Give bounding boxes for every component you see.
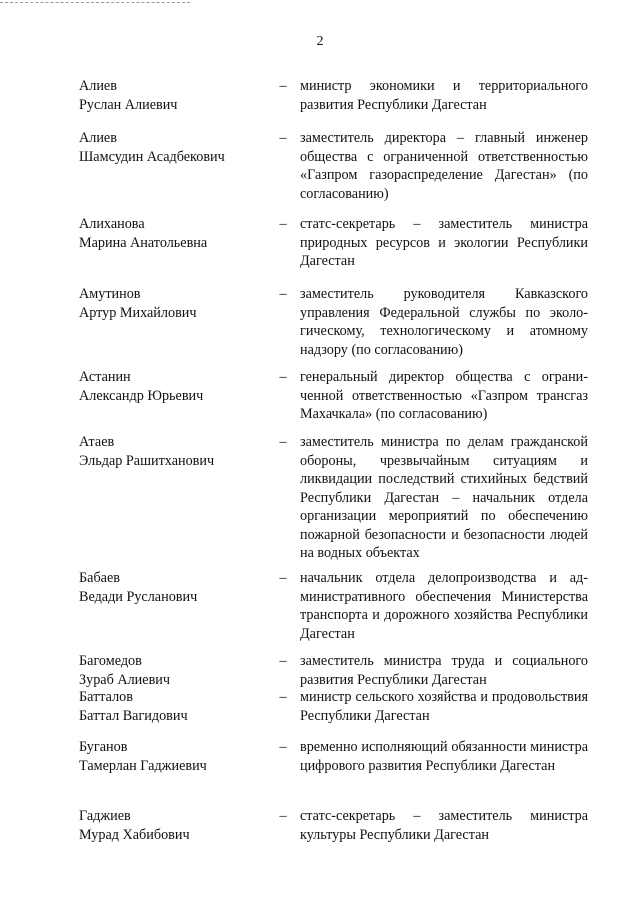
scan-artifact-line	[0, 2, 190, 3]
position-description: генеральный директор общества с ограниченной ответственностью «Газпром трансгаз Махачкала» (по согласованию)	[300, 369, 588, 422]
person-name	[79, 738, 269, 775]
given-names: Марина Анатольевна	[79, 234, 208, 251]
position-description: министр экономики и территориального развития Республики Дагестан	[300, 78, 588, 113]
position-description: начальник отдела делопроизводства и административного обеспечения Министерства транспорта и дорожного хозяйства Республики Дагестан	[300, 570, 588, 642]
separator-dash: –	[279, 739, 287, 755]
person-name	[79, 652, 269, 689]
given-names: Баттал Вагидович	[79, 707, 188, 724]
separator-dash: –	[279, 78, 287, 94]
person-name	[79, 688, 269, 725]
given-names: Мурад Хабибович	[79, 826, 190, 843]
separator-dash: –	[279, 286, 287, 302]
separator-dash: –	[279, 130, 287, 146]
person-name	[79, 77, 269, 114]
surname: Алиев	[79, 78, 117, 94]
person-name	[79, 285, 269, 322]
person-name	[79, 368, 269, 405]
surname: Алиев	[79, 130, 117, 146]
given-names: Шамсудин Асадбекович	[79, 148, 225, 165]
given-names: Руслан Алиевич	[79, 96, 178, 113]
given-names: Тамерлан Гаджиевич	[79, 757, 207, 774]
surname: Багомедов	[79, 653, 142, 669]
surname: Астанин	[79, 369, 131, 385]
position-description: статс-секретарь – заместитель министра природных ресурсов и экологии Республики Дагестан	[300, 216, 588, 269]
person-name	[79, 807, 269, 844]
separator-dash: –	[279, 434, 287, 450]
person-name	[79, 129, 269, 166]
surname: Атаев	[79, 434, 115, 450]
separator-dash: –	[279, 808, 287, 824]
surname: Гаджиев	[79, 808, 131, 824]
separator-dash: –	[279, 216, 287, 232]
surname: Буганов	[79, 739, 128, 755]
separator-dash: –	[279, 689, 287, 705]
given-names: Эльдар Рашитханович	[79, 452, 215, 469]
position-description: заместитель министра труда и социального развития Республики Дагестан	[300, 653, 588, 688]
person-name	[79, 215, 269, 252]
surname: Амутинов	[79, 286, 141, 302]
page-number: 2	[316, 34, 324, 49]
separator-dash: –	[279, 653, 287, 669]
position-description: министр сельского хозяйства и продовольствия Республики Дагестан	[300, 689, 588, 724]
person-name	[79, 433, 269, 470]
position-description: заместитель министра по делам гражданской обороны, чрезвычайным ситуациям и ликвидации последствий стихийных бедствий Республики Дагестан – начальник отдела организации мероприятий по обеспечению пожарной безопасности и безопасности людей на водных объектах	[300, 434, 588, 561]
position-description: заместитель руководителя Кавказского управления Федеральной службы по экологическому, технологическому и атомному надзору (по согласованию)	[300, 286, 588, 358]
position-description: заместитель директора – главный инженер общества с ограниченной ответственностью «Газпром газораспределение Дагестан» (по согласованию)	[300, 130, 588, 202]
separator-dash: –	[279, 369, 287, 385]
given-names: Артур Михайлович	[79, 304, 197, 321]
surname: Алиханова	[79, 216, 145, 232]
person-name	[79, 569, 269, 606]
position-description: статс-секретарь – заместитель министра культуры Республики Дагестан	[300, 808, 588, 843]
surname: Бабаев	[79, 570, 120, 586]
given-names: Ведади Русланович	[79, 588, 198, 605]
position-description: временно исполняющий обязанности министра цифрового развития Республики Дагестан	[300, 739, 588, 774]
surname: Батталов	[79, 689, 133, 705]
given-names: Зураб Алиевич	[79, 671, 170, 688]
given-names: Александр Юрьевич	[79, 387, 204, 404]
separator-dash: –	[279, 570, 287, 586]
